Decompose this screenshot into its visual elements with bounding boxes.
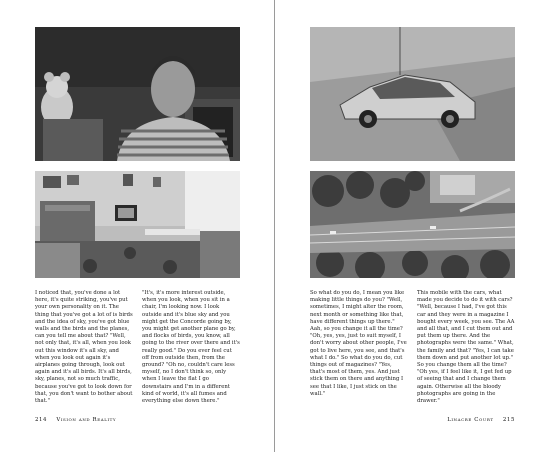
model-car-photo <box>310 27 515 161</box>
right-text-column-1 <box>310 290 408 398</box>
left-footer <box>35 417 116 423</box>
living-room-photo <box>35 171 240 278</box>
left-text-column-1 <box>35 290 133 405</box>
left-column-1-text: I noticed that, you've done a lot here, it's quite striking, you've put your own personality on it. The thing that you've got a lot of is birds and the idea of sky, you've got blue walls and the birds and the planes, can you tell me about that? "Well, not only that, it's all, when you look out this window it's all sky, and when you look out again it's airplanes going through, look out again and it's all birds. It's all birds, sky, planes, not so much traffic, because you've got to look down for that, you don't want to bother about that." <box>35 290 133 405</box>
right-page <box>275 0 550 452</box>
right-footer <box>447 417 515 423</box>
aerial-road-photo <box>310 171 515 278</box>
right-column-2-text: This mobile with the cars, what made you decide to do it with cars? "Well, because I had, I've got this car and they were in a magazine I bought every week, you see. The AA and all that, and I cut them out and put them up there. And the photographs were the same." What, the family and that? "Yes, I can take them down and put another lot up." So you change them all the time? "Oh yes, if I feel like it, I get fed up of seeing that and I change them again. Otherwise all the bloody photographs are going in the drawer." <box>417 290 515 405</box>
portrait-photo <box>35 27 240 161</box>
right-page-number: 215 <box>502 417 515 423</box>
left-text-column-2 <box>142 290 240 405</box>
right-text-column-2 <box>417 290 515 405</box>
left-running-title: Vision and Reality <box>56 417 117 423</box>
left-column-2-text: "It's, it's more interest outside, when you look, when you sit in a chair, I'm looking now. I look outside and it's blue sky and you might get the Concorde going by, you might get another plane go by, and flocks of birds, you know, all going to the river over there and it's really good." Do you ever feel cut off from outside then, from the ground? "Oh no, couldn't care less myself, no I don't think so, only when I leave the flat I go downstairs and I'm in a different kind of world, it's all fumes and everything else down there." <box>142 290 240 405</box>
right-running-title: Linacre Court <box>447 417 494 423</box>
left-page-number: 214 <box>35 417 48 423</box>
right-column-1-text: So what do you do, I mean you like making little things do you? "Well, sometimes, I might alter the room, next month or something like that, have different things up there." Aah, so you change it all the time? "Oh, yes, yes, just to suit myself, I don't worry about other people, I've got to live here, you see, and that's what I do." So what do you do, cut things out of magazines? "Yes, that's most of them, yes. And just stick them on there and anything I see that I like, I just stick on the wall." <box>310 290 407 397</box>
